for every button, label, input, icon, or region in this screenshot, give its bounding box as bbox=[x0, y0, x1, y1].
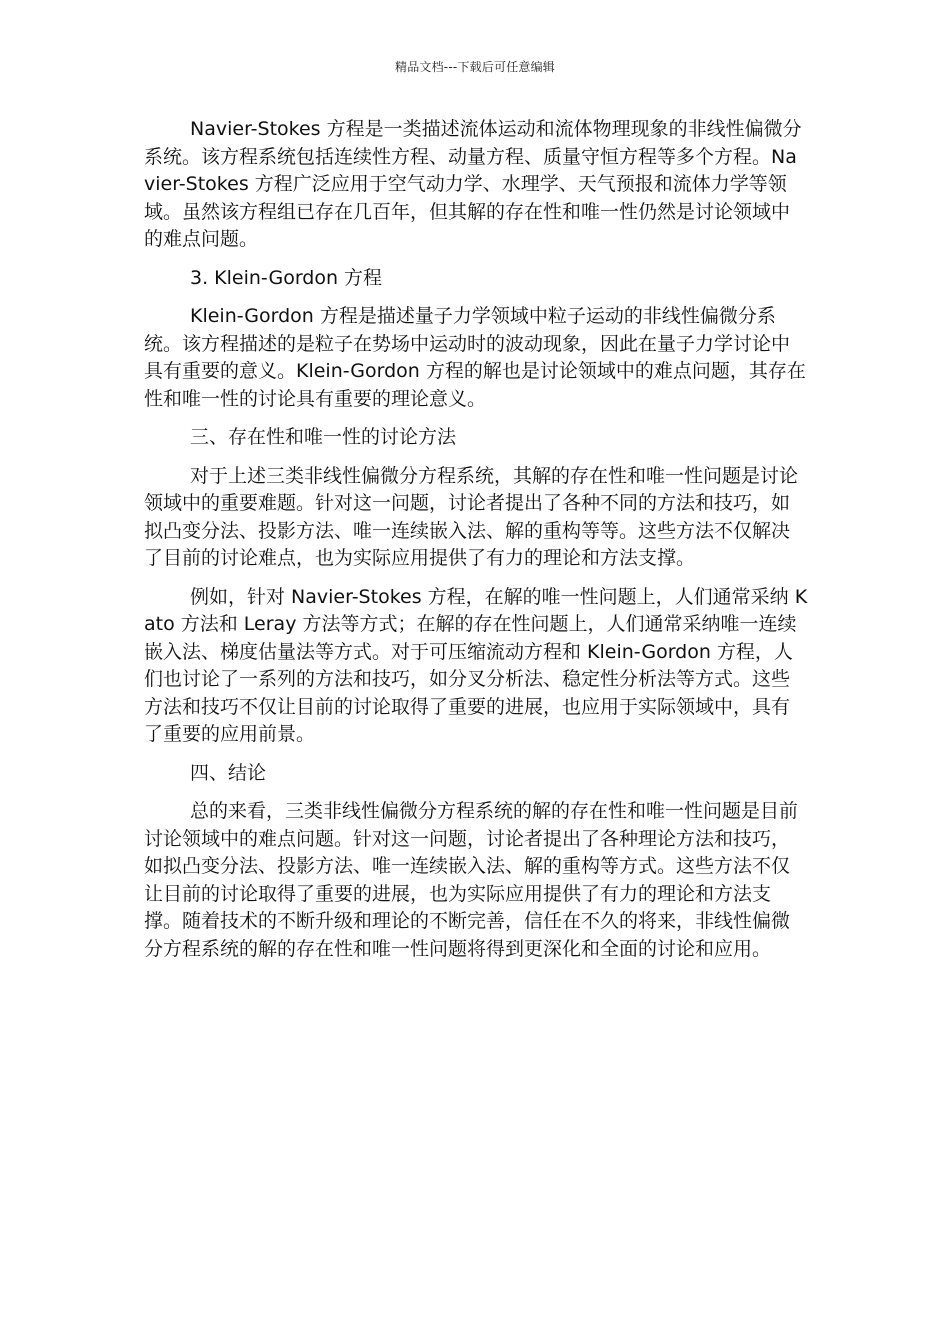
document-body bbox=[144, 116, 808, 974]
paragraph-methods-examples: 例如，针对 Navier-Stokes 方程，在解的唯一性问题上，人们通常采纳 Kato 方法和 Leray 方法等方式；在解的存在性问题上，人们通常采纳唯一连续嵌入法、梯度估量法等方式。对于可压缩流动方程和 Klein-Gordon 方程，人们也讨论了一系列的方法和技巧，如分叉分析法、稳定性分析法等方式。这些方法和技巧不仅让目前的讨论取得了重要的进展，也应用于实际领域中，具有了重要的应用前景。 bbox=[144, 585, 808, 745]
page-header: 精品文档---下载后可任意编辑 bbox=[395, 60, 555, 74]
paragraph-klein-gordon: Klein-Gordon 方程是描述量子力学领域中粒子运动的非线性偏微分系统。该方程描述的是粒子在势场中运动时的波动现象，因此在量子力学讨论中具有重要的意义。Klein-Gordon 方程的解也是讨论领域中的难点问题，其存在性和唯一性的讨论具有重要的理论意义。 bbox=[144, 305, 806, 410]
section-heading-klein-gordon: 3. Klein-Gordon 方程 bbox=[190, 266, 383, 289]
paragraph-navier-stokes: Navier-Stokes 方程是一类描述流体运动和流体物理现象的非线性偏微分系统。该方程系统包括连续性方程、动量方程、质量守恒方程等多个方程。Navier-Stokes 方程广泛应用于空气动力学、水理学、天气预报和流体力学等领域。虽然该方程组已存在几百年，但其解的存在性和唯一性仍然是讨论领域中的难点问题。 bbox=[144, 118, 802, 250]
paragraph-conclusion: 总的来看，三类非线性偏微分方程系统的解的存在性和唯一性问题是目前讨论领域中的难点问题。针对这一问题，讨论者提出了各种理论方法和技巧，如拟凸变分法、投影方法、唯一连续嵌入法、解的重构等方式。这些方法不仅让目前的讨论取得了重要的进展，也为实际应用提供了有力的理论和方法支撑。随着技术的不断升级和理论的不断完善，信任在不久的将来，非线性偏微分方程系统的解的存在性和唯一性问题将得到更深化和全面的讨论和应用。 bbox=[144, 800, 799, 960]
section-heading-methods: 三、存在性和唯一性的讨论方法 bbox=[190, 426, 457, 448]
paragraph-methods-overview: 对于上述三类非线性偏微分方程系统，其解的存在性和唯一性问题是讨论领域中的重要难题。针对这一问题，讨论者提出了各种不同的方法和技巧，如拟凸变分法、投影方法、唯一连续嵌入法、解的重构等等。这些方法不仅解决了目前的讨论难点，也为实际应用提供了有力的理论和方法支撑。 bbox=[144, 464, 799, 569]
section-heading-conclusion: 四、结论 bbox=[190, 761, 267, 784]
